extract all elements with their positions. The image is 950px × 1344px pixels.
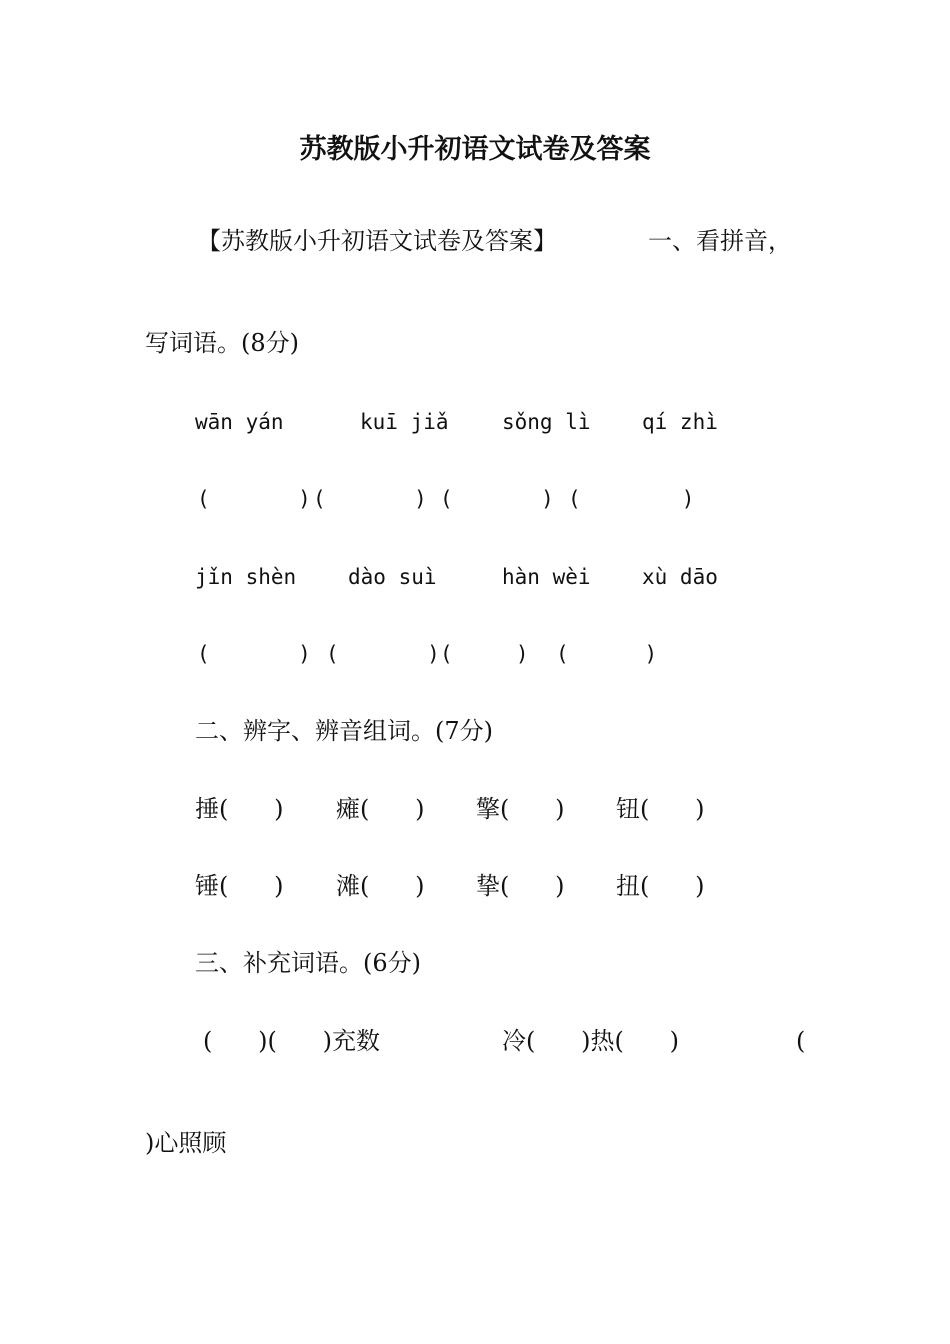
idiom-item-cont: )心照顾 [145, 1129, 227, 1157]
char-item[interactable]: 钮( ) [616, 795, 705, 823]
pinyin-item: kuī jiǎ [360, 410, 449, 434]
answer-blank[interactable]: ( ) [197, 487, 311, 511]
pinyin-item: wān yán [195, 410, 284, 434]
section2-heading: 二、辨字、辨音组词。(7分) [195, 717, 493, 745]
idiom-item[interactable]: 冷( )热( ) [502, 1027, 679, 1055]
answer-blank[interactable]: ( ) [326, 642, 440, 666]
char-item[interactable]: 擎( ) [476, 795, 565, 823]
answer-blank[interactable]: ( ) [556, 642, 658, 666]
answer-blank[interactable]: ( ) [568, 487, 695, 511]
answer-blank[interactable]: ( ) [440, 487, 554, 511]
char-item[interactable]: 挚( ) [476, 872, 565, 900]
pinyin-item: hàn wèi [502, 565, 591, 589]
idiom-item[interactable]: ( [796, 1027, 806, 1055]
char-item[interactable]: 扭( ) [616, 872, 705, 900]
char-item[interactable]: 锤( ) [195, 872, 284, 900]
answer-blank[interactable]: ( ) [197, 642, 311, 666]
pinyin-item: sǒng lì [502, 410, 591, 434]
section1-heading-cont: 写词语。(8分) [145, 329, 299, 357]
idiom-item[interactable]: ( )( )充数 [203, 1027, 380, 1055]
char-item[interactable]: 滩( ) [336, 872, 425, 900]
pinyin-item: jǐn shèn [195, 565, 297, 589]
pinyin-item: qí zhì [642, 410, 718, 434]
pinyin-item: dào suì [348, 565, 437, 589]
document-title: 苏教版小升初语文试卷及答案 [299, 134, 651, 165]
pinyin-item: xù dāo [642, 565, 718, 589]
section3-heading: 三、补充词语。(6分) [195, 949, 421, 977]
answer-blank[interactable]: ( ) [440, 642, 529, 666]
char-item[interactable]: 瘫( ) [336, 795, 425, 823]
answer-blank[interactable]: ( ) [313, 487, 427, 511]
section1-heading: 一、看拼音， [648, 227, 792, 255]
char-item[interactable]: 捶( ) [195, 795, 284, 823]
bracket-title: 【苏教版小升初语文试卷及答案】 [197, 227, 557, 255]
